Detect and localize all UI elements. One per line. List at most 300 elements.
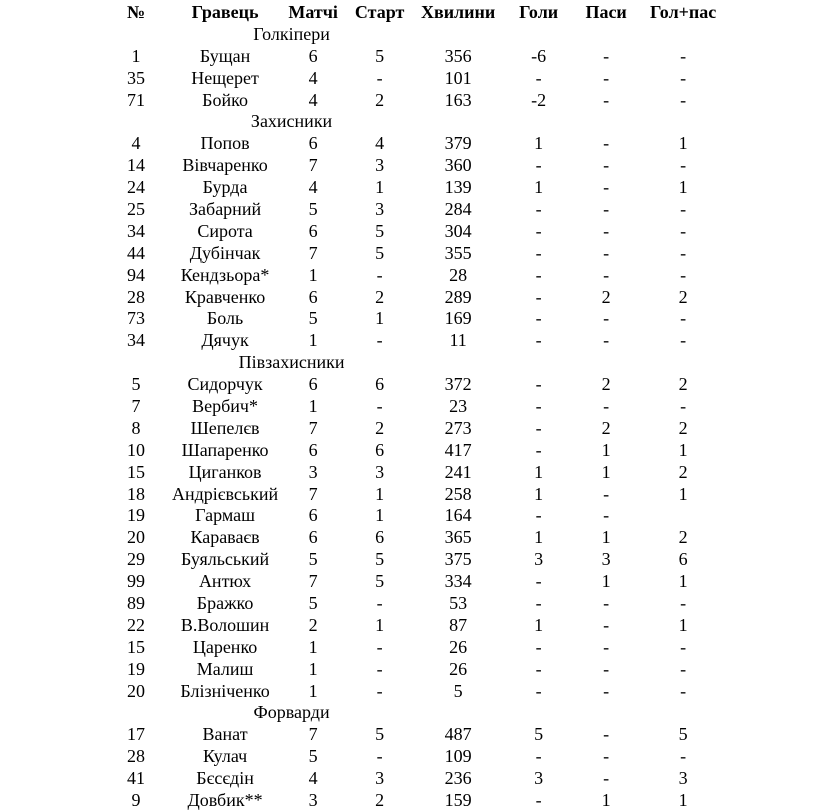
goals-value: - xyxy=(535,658,542,679)
goals-plus-assists-value: - xyxy=(680,242,687,263)
goals-plus-assists-value: - xyxy=(680,395,687,416)
starts-value: 5 xyxy=(375,45,385,66)
goals-plus-assists-value: - xyxy=(680,308,687,329)
player-name: Циганков xyxy=(188,461,262,482)
starts-value: 3 xyxy=(375,155,385,176)
assists-value: 1 xyxy=(601,571,611,592)
matches-value: 1 xyxy=(308,636,318,657)
assists-value: - xyxy=(603,680,610,701)
goals-value: - xyxy=(535,330,542,351)
goals-plus-assists-value: 2 xyxy=(678,417,688,438)
matches-value: 3 xyxy=(308,790,318,810)
section-header-row xyxy=(100,702,726,724)
starts-value: 4 xyxy=(375,133,385,154)
starts-value: 5 xyxy=(375,220,385,241)
goals-value: - xyxy=(535,308,542,329)
minutes-value: 23 xyxy=(449,395,468,416)
section-trailing-spacer xyxy=(411,351,726,373)
player-row xyxy=(100,373,726,395)
player-number: 89 xyxy=(127,592,145,613)
player-name: Блізніченко xyxy=(180,680,270,701)
player-name: Вівчаренко xyxy=(182,155,268,176)
goals-value: - xyxy=(535,790,542,810)
player-row xyxy=(100,45,726,67)
section-title: Захисники xyxy=(250,111,333,132)
section-title: Голкіпери xyxy=(253,23,330,44)
section-trailing-spacer xyxy=(411,702,726,724)
player-number: 18 xyxy=(127,483,145,504)
player-row xyxy=(100,176,726,198)
player-row xyxy=(100,504,726,526)
player-name: Гармаш xyxy=(195,505,255,526)
player-number: 94 xyxy=(127,264,145,285)
goals-value: - xyxy=(535,417,542,438)
player-number: 28 xyxy=(127,746,145,767)
goals-plus-assists-value: - xyxy=(680,592,687,613)
goals-value: - xyxy=(535,395,542,416)
player-number: 20 xyxy=(127,680,145,701)
minutes-value: 169 xyxy=(444,308,472,329)
goals-plus-assists-value: 5 xyxy=(678,724,688,745)
section-title: Півзахисники xyxy=(238,352,345,373)
player-name: Царенко xyxy=(192,636,258,657)
player-row xyxy=(100,614,726,636)
assists-value: - xyxy=(603,483,610,504)
assists-value: - xyxy=(603,395,610,416)
starts-value: 3 xyxy=(375,461,385,482)
goals-plus-assists-value: 2 xyxy=(678,286,688,307)
assists-value: 1 xyxy=(601,461,611,482)
assists-value: 1 xyxy=(601,527,611,548)
matches-value: 6 xyxy=(308,374,318,395)
matches-value: 1 xyxy=(308,330,318,351)
minutes-value: 5 xyxy=(453,680,463,701)
player-name: Кулач xyxy=(202,746,248,767)
starts-value: 2 xyxy=(375,286,385,307)
goals-value: 1 xyxy=(534,614,544,635)
player-name: В.Волошин xyxy=(180,614,270,635)
assists-value: - xyxy=(603,198,610,219)
player-name: Нещерет xyxy=(191,67,259,88)
matches-value: 7 xyxy=(308,483,318,504)
column-header: № xyxy=(126,1,146,22)
player-row xyxy=(100,570,726,592)
minutes-value: 289 xyxy=(444,286,472,307)
player-row xyxy=(100,286,726,308)
section-trailing-spacer xyxy=(411,23,726,45)
assists-value: - xyxy=(603,724,610,745)
minutes-value: 355 xyxy=(444,242,472,263)
minutes-value: 334 xyxy=(444,571,472,592)
assists-value: - xyxy=(603,330,610,351)
player-row xyxy=(100,132,726,154)
goals-plus-assists-value: - xyxy=(680,198,687,219)
minutes-value: 109 xyxy=(444,746,472,767)
minutes-value: 236 xyxy=(444,768,472,789)
minutes-value: 11 xyxy=(449,330,467,351)
minutes-value: 53 xyxy=(449,592,468,613)
assists-value: - xyxy=(603,614,610,635)
goals-value: - xyxy=(535,505,542,526)
goals-value: - xyxy=(535,636,542,657)
player-row xyxy=(100,767,726,789)
matches-value: 5 xyxy=(308,198,318,219)
goals-value: - xyxy=(535,155,542,176)
player-number: 34 xyxy=(127,330,145,351)
section-header-row xyxy=(100,110,726,132)
assists-value: 1 xyxy=(601,439,611,460)
section-header-row xyxy=(100,351,726,373)
minutes-value: 372 xyxy=(444,374,472,395)
goals-value: - xyxy=(535,374,542,395)
player-row xyxy=(100,592,726,614)
minutes-value: 304 xyxy=(444,220,472,241)
player-number: 28 xyxy=(127,286,145,307)
starts-value: 2 xyxy=(375,417,385,438)
goals-plus-assists-value: 1 xyxy=(678,439,688,460)
player-stats-table xyxy=(100,1,726,811)
starts-value: 1 xyxy=(375,483,385,504)
player-name: Дячук xyxy=(201,330,249,351)
goals-plus-assists-value: - xyxy=(680,67,687,88)
goals-value: - xyxy=(535,286,542,307)
player-name: Кравченко xyxy=(184,286,266,307)
column-header: Матчі xyxy=(288,1,338,22)
goals-plus-assists-value: - xyxy=(680,264,687,285)
minutes-value: 26 xyxy=(449,636,468,657)
player-name: Караваєв xyxy=(190,527,260,548)
goals-plus-assists-value: - xyxy=(680,636,687,657)
goals-value: 1 xyxy=(534,461,544,482)
player-name: Вербич* xyxy=(192,395,258,416)
player-row xyxy=(100,67,726,89)
starts-value: - xyxy=(376,680,383,701)
player-number: 5 xyxy=(131,374,141,395)
starts-value: 5 xyxy=(375,242,385,263)
assists-value: - xyxy=(603,592,610,613)
player-name: Ванат xyxy=(202,724,248,745)
starts-value: - xyxy=(376,636,383,657)
starts-value: 5 xyxy=(375,571,385,592)
matches-value: 1 xyxy=(308,658,318,679)
player-name: Боль xyxy=(206,308,244,329)
player-number: 1 xyxy=(131,45,141,66)
player-number: 24 xyxy=(127,177,145,198)
section-title: Форварди xyxy=(253,702,330,723)
minutes-value: 417 xyxy=(444,439,472,460)
goals-value: - xyxy=(535,242,542,263)
player-number: 71 xyxy=(127,89,145,110)
goals-value: - xyxy=(535,746,542,767)
player-name: Бурда xyxy=(202,177,248,198)
player-name: Кендзьора* xyxy=(180,264,270,285)
assists-value: 2 xyxy=(601,286,611,307)
player-name: Шапаренко xyxy=(181,439,269,460)
goals-value: - xyxy=(535,220,542,241)
player-name: Бойко xyxy=(202,89,248,110)
goals-plus-assists-value: 1 xyxy=(678,133,688,154)
player-number: 9 xyxy=(131,790,141,810)
minutes-value: 379 xyxy=(444,133,472,154)
player-row xyxy=(100,198,726,220)
player-number: 19 xyxy=(127,505,145,526)
header-row xyxy=(100,1,726,23)
player-name: Бєсєдін xyxy=(196,768,254,789)
minutes-value: 28 xyxy=(449,264,468,285)
goals-value: - xyxy=(535,680,542,701)
minutes-value: 284 xyxy=(444,198,472,219)
column-header: Паси xyxy=(585,1,627,22)
assists-value: - xyxy=(603,133,610,154)
goals-value: - xyxy=(535,571,542,592)
player-row xyxy=(100,789,726,811)
player-number: 34 xyxy=(127,220,145,241)
section-leading-spacer xyxy=(100,351,172,373)
minutes-value: 487 xyxy=(444,724,472,745)
matches-value: 4 xyxy=(308,177,318,198)
goals-plus-assists-value: - xyxy=(680,220,687,241)
starts-value: 1 xyxy=(375,614,385,635)
goals-value: - xyxy=(535,264,542,285)
player-row xyxy=(100,526,726,548)
matches-value: 7 xyxy=(308,417,318,438)
column-header: Голи xyxy=(519,1,559,22)
goals-plus-assists-value xyxy=(640,504,726,526)
column-header: Старт xyxy=(354,1,405,22)
player-row xyxy=(100,461,726,483)
player-name: Антюх xyxy=(198,571,252,592)
player-number: 19 xyxy=(127,658,145,679)
player-name: Малиш xyxy=(196,658,254,679)
starts-value: 1 xyxy=(375,308,385,329)
player-number: 4 xyxy=(131,133,141,154)
player-name: Андрієвський xyxy=(172,483,279,504)
starts-value: 1 xyxy=(375,505,385,526)
assists-value: - xyxy=(603,505,610,526)
assists-value: - xyxy=(603,45,610,66)
player-row xyxy=(100,307,726,329)
player-number: 20 xyxy=(127,527,145,548)
player-number: 7 xyxy=(131,395,141,416)
goals-plus-assists-value: - xyxy=(680,89,687,110)
minutes-value: 241 xyxy=(444,461,472,482)
player-row xyxy=(100,745,726,767)
goals-value: -2 xyxy=(531,89,547,110)
assists-value: - xyxy=(603,67,610,88)
goals-value: - xyxy=(535,198,542,219)
minutes-value: 356 xyxy=(444,45,472,66)
goals-value: - xyxy=(535,439,542,460)
player-name: Забарний xyxy=(189,198,262,219)
player-row xyxy=(100,723,726,745)
goals-plus-assists-value: - xyxy=(680,680,687,701)
player-name: Сидорчук xyxy=(187,374,263,395)
starts-value: - xyxy=(376,330,383,351)
player-name: Попов xyxy=(200,133,250,154)
starts-value: 1 xyxy=(375,177,385,198)
goals-plus-assists-value: 2 xyxy=(678,527,688,548)
player-row xyxy=(100,264,726,286)
matches-value: 6 xyxy=(308,286,318,307)
matches-value: 5 xyxy=(308,308,318,329)
matches-value: 7 xyxy=(308,571,318,592)
goals-value: 1 xyxy=(534,133,544,154)
goals-value: - xyxy=(535,67,542,88)
player-number: 8 xyxy=(131,417,141,438)
starts-value: - xyxy=(376,658,383,679)
player-number: 15 xyxy=(127,461,145,482)
player-row xyxy=(100,329,726,351)
goals-plus-assists-value: - xyxy=(680,45,687,66)
goals-value: 3 xyxy=(534,549,544,570)
player-name: Сирота xyxy=(197,220,253,241)
assists-value: 2 xyxy=(601,374,611,395)
player-number: 73 xyxy=(127,308,145,329)
matches-value: 6 xyxy=(308,527,318,548)
section-leading-spacer xyxy=(100,702,172,724)
matches-value: 6 xyxy=(308,439,318,460)
player-row xyxy=(100,636,726,658)
starts-value: 6 xyxy=(375,439,385,460)
assists-value: 3 xyxy=(601,549,611,570)
player-row xyxy=(100,89,726,111)
player-name: Буяльський xyxy=(181,549,270,570)
minutes-value: 26 xyxy=(449,658,468,679)
goals-plus-assists-value: 2 xyxy=(678,374,688,395)
section-leading-spacer xyxy=(100,110,172,132)
minutes-value: 273 xyxy=(444,417,472,438)
assists-value: - xyxy=(603,658,610,679)
player-name: Шепелєв xyxy=(190,417,260,438)
player-number: 25 xyxy=(127,198,145,219)
assists-value: - xyxy=(603,89,610,110)
player-name: Бущан xyxy=(199,45,251,66)
goals-plus-assists-value: 6 xyxy=(678,549,688,570)
matches-value: 1 xyxy=(308,395,318,416)
assists-value: - xyxy=(603,177,610,198)
player-row xyxy=(100,417,726,439)
matches-value: 3 xyxy=(308,461,318,482)
matches-value: 6 xyxy=(308,505,318,526)
minutes-value: 139 xyxy=(444,177,472,198)
player-row xyxy=(100,154,726,176)
minutes-value: 375 xyxy=(444,549,472,570)
goals-value: 1 xyxy=(534,483,544,504)
player-number: 44 xyxy=(127,242,145,263)
goals-plus-assists-value: - xyxy=(680,330,687,351)
starts-value: - xyxy=(376,592,383,613)
minutes-value: 163 xyxy=(444,89,472,110)
matches-value: 6 xyxy=(308,45,318,66)
matches-value: 4 xyxy=(308,768,318,789)
matches-value: 4 xyxy=(308,89,318,110)
player-row xyxy=(100,395,726,417)
matches-value: 7 xyxy=(308,155,318,176)
goals-plus-assists-value: - xyxy=(680,658,687,679)
goals-plus-assists-value: 3 xyxy=(678,768,688,789)
player-name: Довбик** xyxy=(187,790,263,810)
player-row xyxy=(100,242,726,264)
starts-value: 5 xyxy=(375,549,385,570)
goals-value: 1 xyxy=(534,527,544,548)
player-number: 15 xyxy=(127,636,145,657)
player-number: 35 xyxy=(127,67,145,88)
goals-plus-assists-value: - xyxy=(680,155,687,176)
player-row xyxy=(100,548,726,570)
matches-value: 2 xyxy=(308,614,318,635)
matches-value: 5 xyxy=(308,746,318,767)
matches-value: 6 xyxy=(308,220,318,241)
goals-value: -6 xyxy=(531,45,547,66)
starts-value: 5 xyxy=(375,724,385,745)
minutes-value: 360 xyxy=(444,155,472,176)
goals-plus-assists-value: 1 xyxy=(678,483,688,504)
matches-value: 7 xyxy=(308,242,318,263)
player-number: 99 xyxy=(127,571,145,592)
player-row xyxy=(100,483,726,505)
assists-value: 1 xyxy=(601,790,611,810)
matches-value: 5 xyxy=(308,549,318,570)
section-leading-spacer xyxy=(100,23,172,45)
assists-value: 2 xyxy=(601,417,611,438)
assists-value: - xyxy=(603,242,610,263)
starts-value: 6 xyxy=(375,374,385,395)
player-number: 17 xyxy=(127,724,145,745)
assists-value: - xyxy=(603,768,610,789)
player-name: Дубінчак xyxy=(189,242,261,263)
starts-value: 3 xyxy=(375,198,385,219)
assists-value: - xyxy=(603,636,610,657)
matches-value: 4 xyxy=(308,67,318,88)
assists-value: - xyxy=(603,308,610,329)
player-row xyxy=(100,680,726,702)
starts-value: 2 xyxy=(375,790,385,810)
starts-value: - xyxy=(376,395,383,416)
goals-plus-assists-value: 1 xyxy=(678,614,688,635)
matches-value: 6 xyxy=(308,133,318,154)
assists-value: - xyxy=(603,220,610,241)
player-number: 14 xyxy=(127,155,145,176)
goals-plus-assists-value: 2 xyxy=(678,461,688,482)
starts-value: - xyxy=(376,746,383,767)
minutes-value: 101 xyxy=(444,67,472,88)
minutes-value: 159 xyxy=(444,790,472,810)
starts-value: - xyxy=(376,264,383,285)
column-header: Хвилини xyxy=(420,1,496,22)
minutes-value: 87 xyxy=(449,614,468,635)
starts-value: 6 xyxy=(375,527,385,548)
starts-value: - xyxy=(376,67,383,88)
goals-value: 3 xyxy=(534,768,544,789)
player-number: 22 xyxy=(127,614,145,635)
player-name: Бражко xyxy=(196,592,254,613)
goals-plus-assists-value: 1 xyxy=(678,571,688,592)
player-row xyxy=(100,439,726,461)
assists-value: - xyxy=(603,264,610,285)
player-number: 29 xyxy=(127,549,145,570)
starts-value: 3 xyxy=(375,768,385,789)
minutes-value: 365 xyxy=(444,527,472,548)
column-header: Гол+пас xyxy=(649,1,717,22)
player-row xyxy=(100,658,726,680)
goals-value: 1 xyxy=(534,177,544,198)
assists-value: - xyxy=(603,155,610,176)
matches-value: 5 xyxy=(308,592,318,613)
matches-value: 1 xyxy=(308,680,318,701)
matches-value: 1 xyxy=(308,264,318,285)
player-number: 10 xyxy=(127,439,145,460)
player-row xyxy=(100,220,726,242)
